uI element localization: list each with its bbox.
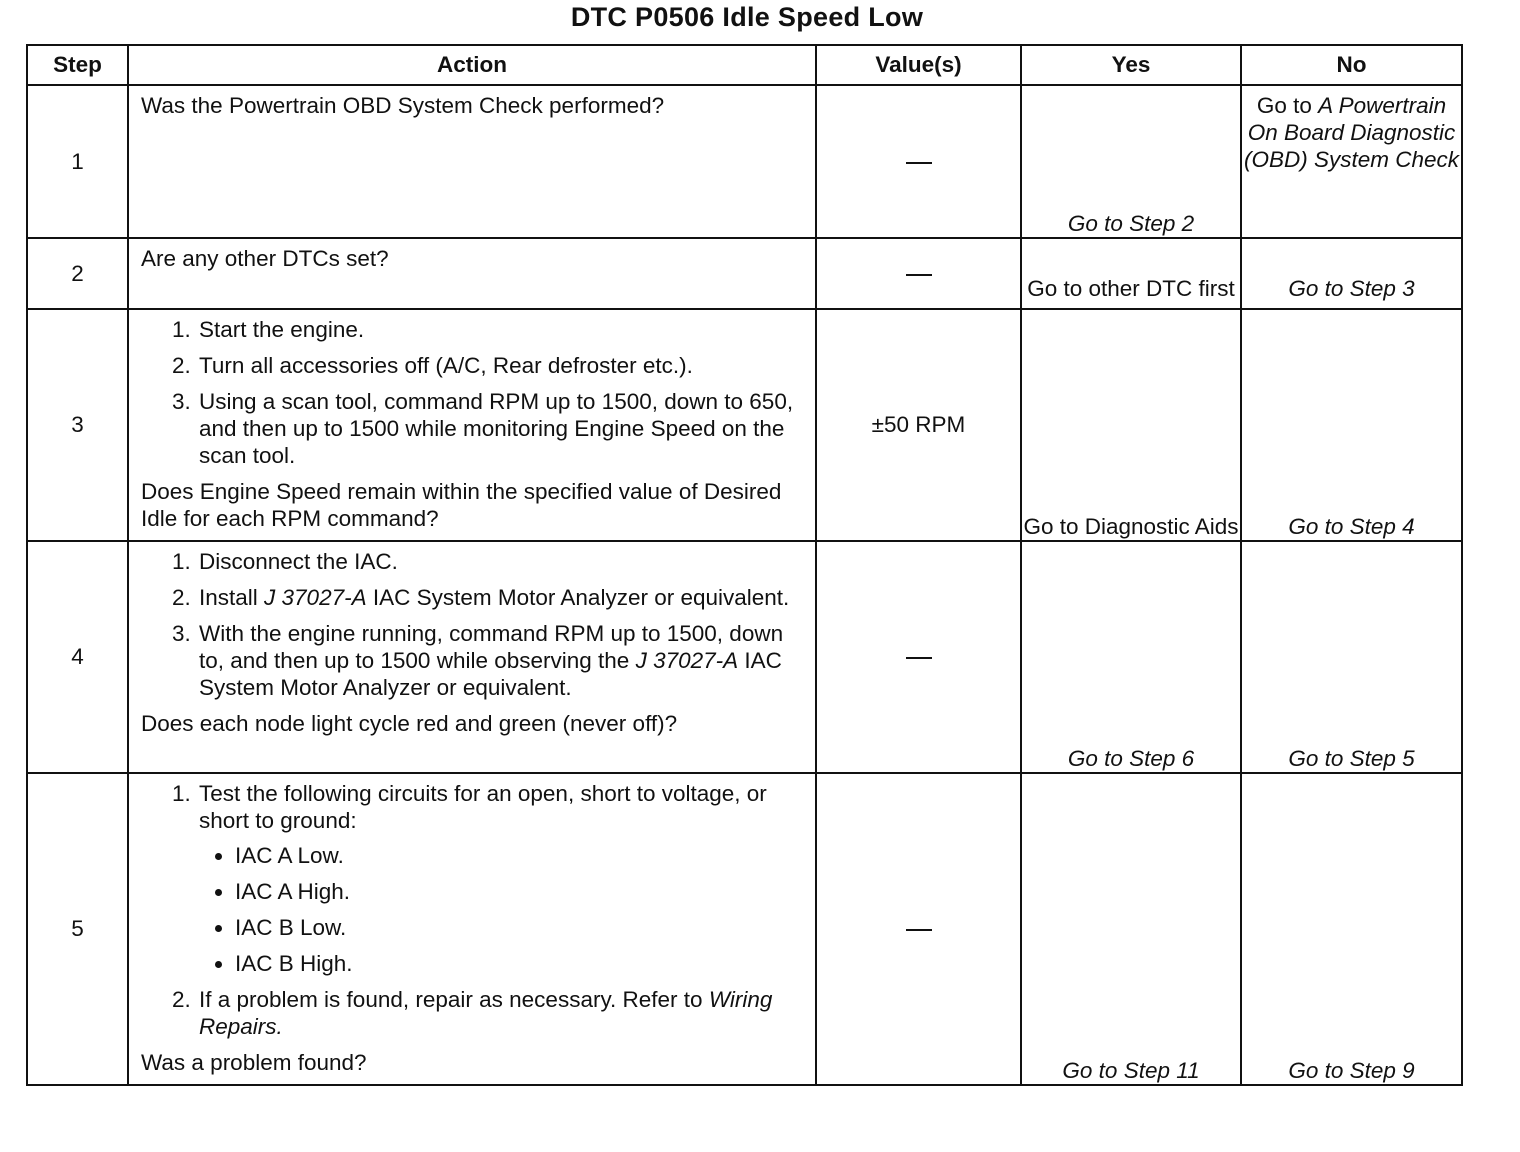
header-action: Action	[128, 45, 816, 85]
table-row	[27, 773, 1462, 1085]
none-dash	[906, 162, 932, 164]
no-cell: Go to Step 3	[1241, 238, 1462, 309]
no-cell: Go to Step 9	[1241, 773, 1462, 1085]
action-steps	[141, 780, 801, 1040]
table-header-row	[27, 45, 1462, 85]
repair-reference: Wiring Repairs.	[199, 987, 773, 1039]
none-dash	[906, 274, 932, 276]
circuit-list	[199, 842, 801, 977]
yes-cell: Go to Diagnostic Aids	[1021, 309, 1241, 541]
diagnostic-table	[26, 44, 1463, 1086]
header-values: Value(s)	[816, 45, 1021, 85]
page-title: DTC P0506 Idle Speed Low	[570, 2, 924, 32]
table-row	[27, 541, 1462, 773]
value-cell: ±50 RPM	[816, 309, 1021, 541]
action-step-item	[197, 584, 801, 611]
action-cell	[128, 238, 816, 309]
step-text: If a problem is found, repair as necessary. Refer to	[199, 987, 709, 1012]
step-number: 4	[27, 541, 128, 773]
step-number: 2	[27, 238, 128, 309]
value-cell	[816, 238, 1021, 309]
header-step: Step	[27, 45, 128, 85]
action-step-item: 2. Turn all accessories off (A/C, Rear defroster etc.).	[197, 352, 801, 379]
value-cell	[816, 85, 1021, 238]
action-cell	[128, 773, 816, 1085]
header-no: No	[1241, 45, 1462, 85]
action-steps	[141, 548, 801, 701]
table-row	[27, 238, 1462, 309]
yes-cell: Go to Step 6	[1021, 541, 1241, 773]
action-step-item: 1. Start the engine.	[197, 316, 801, 343]
action-step-item	[197, 620, 801, 701]
tool-reference: J 37027-A	[264, 585, 367, 610]
action-question: Was the Powertrain OBD System Check performed?	[141, 93, 665, 118]
circuit-item: • IAC A Low.	[235, 842, 801, 869]
action-step-item: 1. Disconnect the IAC.	[197, 548, 801, 575]
no-cell: Go to Step 5	[1241, 541, 1462, 773]
no-prefix: Go to	[1256, 93, 1319, 118]
circuit-item: • IAC B High.	[235, 950, 801, 977]
no-cell: Go to Step 4	[1241, 309, 1462, 541]
action-question: Are any other DTCs set?	[141, 246, 389, 271]
action-cell	[128, 541, 816, 773]
none-dash	[906, 929, 932, 931]
action-cell	[128, 85, 816, 238]
table-row	[27, 85, 1462, 238]
none-dash	[906, 657, 932, 659]
step-text: Install	[199, 585, 265, 610]
step-text: With the engine running, command RPM up to 1500, down to, and then up to 1500 while observing the	[199, 621, 784, 673]
circuit-item: • IAC B Low.	[235, 914, 801, 941]
step-text: Test the following circuits for an open, short to voltage, or short to ground:	[199, 781, 767, 833]
action-cell	[128, 309, 816, 541]
value-cell	[816, 541, 1021, 773]
value-cell	[816, 773, 1021, 1085]
no-cell	[1241, 85, 1462, 238]
action-step-item	[197, 986, 801, 1040]
yes-cell: Go to Step 2	[1021, 85, 1241, 238]
action-question: Does each node light cycle red and green (never off)?	[141, 711, 678, 736]
action-question: Does Engine Speed remain within the specified value of Desired Idle for each RPM command?	[141, 479, 782, 531]
yes-cell: Go to Step 11	[1021, 773, 1241, 1085]
step-text: IAC System Motor Analyzer or equivalent.	[199, 648, 782, 700]
action-steps	[141, 316, 801, 469]
table-row	[27, 309, 1462, 541]
yes-cell: Go to other DTC first	[1021, 238, 1241, 309]
step-number: 1	[27, 85, 128, 238]
no-reference: A Powertrain On Board Diagnostic (OBD) System Check	[1243, 93, 1460, 172]
circuit-item: • IAC A High.	[235, 878, 801, 905]
action-step-item: 3. Using a scan tool, command RPM up to 1500, down to 650, and then up to 1500 while monitoring Engine Speed on the scan tool.	[197, 388, 801, 469]
step-number: 3	[27, 309, 128, 541]
step-number: 5	[27, 773, 128, 1085]
step-text: IAC System Motor Analyzer or equivalent.	[366, 585, 790, 610]
tool-reference: J 37027-A	[635, 648, 739, 673]
header-yes: Yes	[1021, 45, 1241, 85]
action-step-item	[197, 780, 801, 977]
action-question: Was a problem found?	[141, 1050, 367, 1075]
